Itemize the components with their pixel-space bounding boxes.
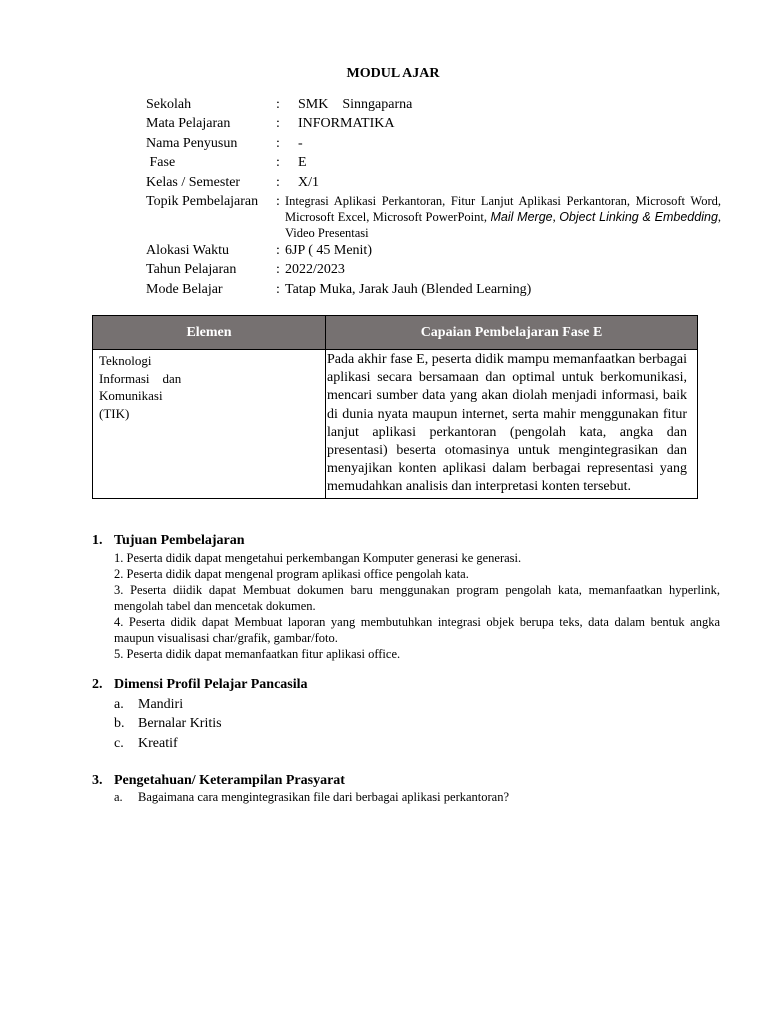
document-title: MODUL AJAR xyxy=(346,66,440,81)
list-letter: a. xyxy=(114,697,124,712)
section-title: Pengetahuan/ Keterampilan Prasyarat xyxy=(114,773,345,788)
table-header-row xyxy=(93,316,698,350)
info-label: Fase xyxy=(146,155,176,171)
list-text: Bernalar Kritis xyxy=(138,716,222,732)
info-colon: : xyxy=(276,243,280,259)
element-line: Komunikasi xyxy=(99,388,163,403)
info-row-nama-penyusun xyxy=(146,134,721,153)
info-value: 6JP ( 45 Menit) xyxy=(285,243,372,259)
element-line: Informasi dan xyxy=(99,370,182,386)
section-number: 1. xyxy=(92,533,103,548)
section-tujuan xyxy=(92,533,720,662)
info-label: Tahun Pelajaran xyxy=(146,262,237,278)
info-value-topik xyxy=(285,192,721,241)
section-body xyxy=(92,550,720,662)
table-row xyxy=(93,350,698,499)
info-label: Mode Belajar xyxy=(146,281,223,297)
info-colon: : xyxy=(276,194,280,210)
section-heading xyxy=(92,677,720,693)
list-item: 5. Peserta didik dapat memanfaatkan fitur aplikasi office. xyxy=(114,647,401,661)
list-item xyxy=(114,714,720,733)
list-letter: b. xyxy=(114,716,125,732)
info-row-tahun-pelajaran xyxy=(146,260,721,279)
section-title: Dimensi Profil Pelajar Pancasila xyxy=(114,677,308,692)
list-item xyxy=(114,695,720,714)
info-colon: : xyxy=(276,116,280,132)
info-label: Alokasi Waktu xyxy=(146,243,229,259)
info-colon: : xyxy=(276,281,280,297)
list-item xyxy=(114,789,720,805)
list-letter: a. xyxy=(114,790,123,804)
section-list xyxy=(92,695,720,753)
element-line: (TIK) xyxy=(99,405,130,421)
list-text: Kreatif xyxy=(138,735,178,751)
info-value: INFORMATIKA xyxy=(298,116,395,132)
topik-mail-merge: Mail Merge xyxy=(490,210,553,225)
capaian-cell: Pada akhir fase E, peserta didik mampu memanfaatkan berbagai aplikasi secara bersamaan dan optimal untuk berkomunikasi, mencari sumber data yang akan diolah menjadi informasi, baik di dunia nyata maupun internet, serta mahir menggunakan fitur lanjut aplikasi perkantoran (pengolah kata, angka dan presentasi) beserta otomasinya untuk mengintegrasikan dan menyajikan konten aplikasi dalam berbagai representasi yang memudahkan analisis dan interpretasi konten tersebut. xyxy=(326,350,698,499)
section-number: 3. xyxy=(92,773,103,788)
info-label: Mata Pelajaran xyxy=(146,116,231,132)
info-value: E xyxy=(298,155,307,171)
info-row-fase xyxy=(146,153,721,172)
list-item: 1. Peserta didik dapat mengetahui perkembangan Komputer generasi ke generasi. xyxy=(114,551,522,565)
info-row-sekolah xyxy=(146,95,721,114)
topik-comma: , xyxy=(552,210,556,225)
section-prasyarat xyxy=(92,773,720,805)
info-value: SMK Sinngaparna xyxy=(298,97,413,112)
info-colon: : xyxy=(276,262,280,278)
topik-text-end: , Video Presentasi xyxy=(285,210,722,241)
element-cell xyxy=(93,350,326,499)
info-row-kelas-semester xyxy=(146,173,721,192)
info-label: Sekolah xyxy=(146,97,192,112)
section-list xyxy=(92,789,720,805)
info-value: 2022/2023 xyxy=(285,262,345,278)
list-item: 3. Peserta diidik dapat Membuat dokumen baru menggunakan program pengolah kata, memanfaatkan hyperlink, mengolah tabel dan mencetak dokumen. xyxy=(114,583,720,613)
list-item xyxy=(114,734,720,753)
info-value: X/1 xyxy=(298,174,319,190)
info-colon: : xyxy=(276,174,280,190)
list-text: Bagaimana cara mengintegrasikan file dari berbagai aplikasi perkantoran? xyxy=(138,790,510,804)
list-item: 2. Peserta didik dapat mengenal program aplikasi office pengolah kata. xyxy=(114,567,469,581)
info-label: Topik Pembelajaran xyxy=(146,194,259,210)
header-capaian: Capaian Pembelajaran Fase E xyxy=(326,316,698,350)
section-number: 2. xyxy=(92,677,103,692)
list-item: 4. Peserta didik dapat Membuat laporan yang membutuhkan integrasi objek berupa teks, data dalam bentuk angka maupun visualisasi char/grafik, gambar/foto. xyxy=(114,615,720,645)
info-row-topik xyxy=(146,192,721,241)
header-elemen: Elemen xyxy=(93,316,326,350)
section-dimensi xyxy=(92,677,720,753)
info-value: Tatap Muka, Jarak Jauh (Blended Learning) xyxy=(285,281,532,297)
identity-block xyxy=(146,95,721,299)
info-colon: : xyxy=(276,155,280,171)
info-label: Kelas / Semester xyxy=(146,174,241,190)
info-label: Nama Penyusun xyxy=(146,135,238,151)
info-row-mode-belajar xyxy=(146,280,721,299)
element-line: Teknologi xyxy=(99,353,152,368)
section-heading xyxy=(92,533,720,549)
list-text: Mandiri xyxy=(138,697,184,712)
capaian-table xyxy=(92,315,698,499)
topik-ole: Object Linking & Embedding xyxy=(559,210,718,225)
topik-text: Integrasi Aplikasi Perkantoran, Fitur Lanjut Aplikasi Perkantoran, Microsoft Word, Microsoft Excel, Microsoft PowerPoint, xyxy=(285,194,721,225)
info-row-alokasi-waktu xyxy=(146,241,721,260)
section-title: Tujuan Pembelajaran xyxy=(114,533,245,548)
info-value: - xyxy=(298,135,303,151)
section-heading xyxy=(92,773,720,789)
list-letter: c. xyxy=(114,735,124,751)
info-row-mata-pelajaran xyxy=(146,114,721,133)
info-colon: : xyxy=(276,97,280,112)
info-colon: : xyxy=(276,135,280,151)
